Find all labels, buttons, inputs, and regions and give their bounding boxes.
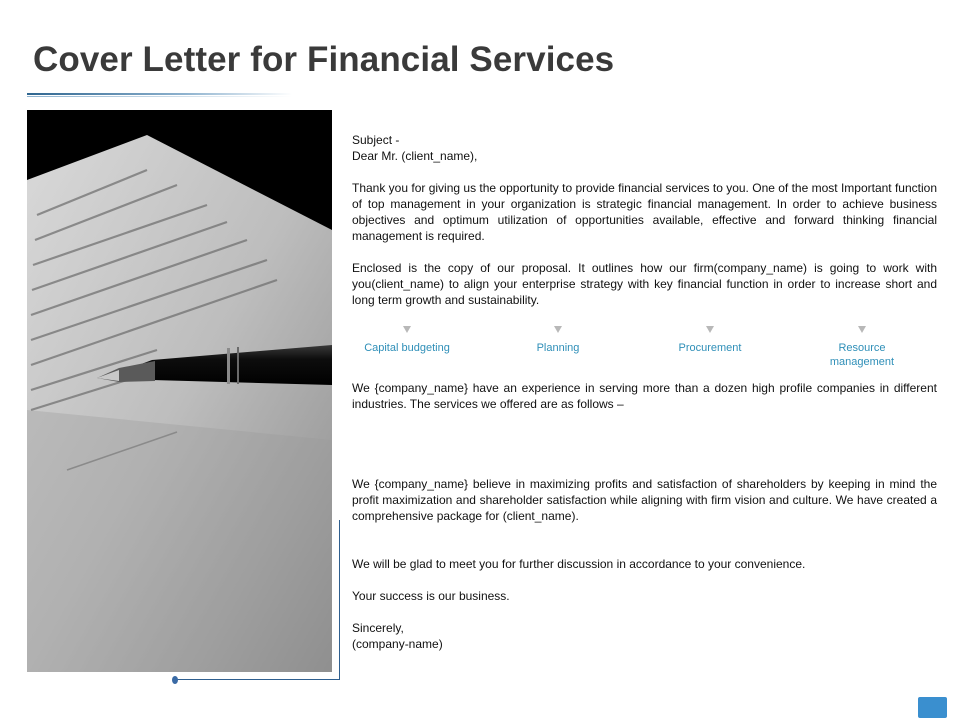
frame-line-horizontal [176, 679, 340, 680]
process-step [352, 322, 462, 355]
title-underline [27, 93, 292, 97]
process-step [503, 322, 613, 355]
paragraph-proposal: Enclosed is the copy of our proposal. It outlines how our firm(company_name) is going to work with you(client_name) to align your enterprise strategy with key financial function in order to increase short and long term growth and sustainability. [352, 261, 937, 307]
services-process [352, 322, 937, 372]
letter-body [352, 132, 937, 652]
process-step-label: Capital budgeting [364, 342, 450, 354]
triangle-down-icon [403, 326, 411, 333]
salutation: Dear Mr. (client_name), [352, 149, 478, 163]
paragraph-shareholders: We {company_name} believe in maximizing profits and satisfaction of shareholders by keeping in mind the profit maximization and shareholder satisfaction while aligning with firm vision and culture. We have created a comprehensive package for (client_name). [352, 477, 937, 523]
pen-on-document-photo [27, 110, 332, 672]
frame-line-vertical [339, 520, 340, 680]
frame-dot [172, 676, 178, 684]
closing: Sincerely, [352, 621, 404, 635]
slide-corner-marker [918, 697, 947, 718]
process-step [807, 322, 917, 369]
paragraph-intro: Thank you for giving us the opportunity to provide financial services to you. One of the most Important function of top management in your organization is strategic financial management. In order to achieve business objectives and optimum utilization of opportunities available, effective and forward thinking financial management is required. [352, 181, 937, 243]
paragraph-experience: We {company_name} have an experience in serving more than a dozen high profile companies in different industries. The services we offered are as follows – [352, 381, 937, 411]
signature: (company-name) [352, 637, 443, 651]
process-step-label: Procurement [678, 342, 742, 354]
triangle-down-icon [706, 326, 714, 333]
triangle-down-icon [554, 326, 562, 333]
subject-line: Subject - [352, 133, 400, 147]
process-step-label: Resource management [829, 342, 895, 368]
process-step [655, 322, 765, 355]
paragraph-success: Your success is our business. [352, 589, 510, 603]
page-title: Cover Letter for Financial Services [33, 40, 615, 79]
paragraph-meeting: We will be glad to meet you for further discussion in accordance to your convenience. [352, 557, 806, 571]
process-step-label: Planning [536, 342, 580, 354]
triangle-down-icon [858, 326, 866, 333]
